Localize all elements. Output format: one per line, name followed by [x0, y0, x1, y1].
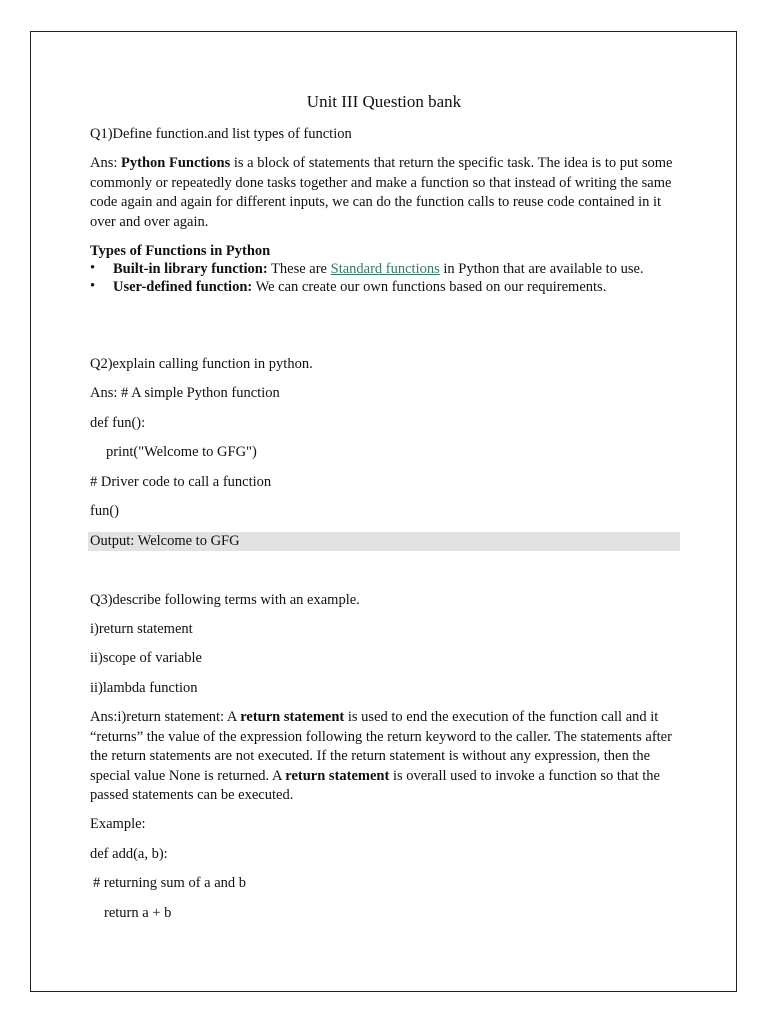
q3-example-label: Example: [90, 816, 146, 832]
bullet-1: • [90, 260, 96, 276]
page-title: Unit III Question bank [306, 92, 462, 111]
q3-answer [90, 708, 680, 806]
q3-code-1: def add(a, b): [90, 846, 168, 862]
q3-code-3: return a + b [104, 905, 172, 921]
q1-answer [90, 154, 680, 232]
q3-answer-bold-2: return statement [285, 767, 390, 784]
q3-item-2: ii)scope of variable [90, 650, 202, 666]
q2-line-5: fun() [90, 503, 119, 519]
q3-code-2: # returning sum of a and b [93, 875, 247, 891]
q2-line-4: # Driver code to call a function [90, 474, 272, 490]
q1-answer-bold: Python Functions [121, 155, 231, 171]
q3-answer-prefix: Ans:i)return statement: A [90, 709, 241, 725]
bullet-2: • [90, 278, 96, 294]
bullet-2-text: We can create our own functions based on our requirements. [252, 279, 607, 295]
q2-line-3: print("Welcome to GFG") [106, 444, 257, 460]
q2-line-2: def fun(): [90, 415, 146, 431]
q3-answer-mid: is used to end the execution of the function call and it “returns” the value of the expression following the return keyword to the caller. The statements after the return statements are not executed. If the return statement is without any expression, then the special value None is returned. A [90, 709, 672, 784]
q1-answer-text: is a block of statements that return the specific task. The idea is to put some commonly or repeatedly done tasks together and make a function so that instead of writing the same code again and again for different inputs, we can do the function calls to reuse code contained in it over and over again. [90, 155, 673, 230]
bullet-1-post: in Python that are available to use. [439, 261, 644, 277]
bullet-1-bold: Built-in library function: [113, 261, 268, 277]
q1-bullet-2 [113, 278, 606, 298]
q3-item-3: ii)lambda function [90, 680, 198, 696]
q3-question: Q3)describe following terms with an example. [90, 592, 360, 608]
standard-functions-link[interactable]: Standard functions [330, 261, 440, 277]
q1-bullet-1 [113, 260, 644, 280]
q2-line-1: Ans: # A simple Python function [90, 385, 280, 401]
q3-item-1: i)return statement [90, 621, 193, 637]
q3-answer-bold-1: return statement [240, 709, 345, 725]
bullet-2-bold: User-defined function: [113, 279, 253, 295]
q2-question: Q2)explain calling function in python. [90, 356, 313, 372]
q1-types-heading: Types of Functions in Python [90, 243, 271, 259]
bullet-1-pre: These are [267, 261, 331, 277]
q2-output: Output: Welcome to GFG [90, 533, 240, 549]
q1-question: Q1)Define function.and list types of function [90, 126, 352, 142]
q1-answer-prefix: Ans: [90, 155, 122, 171]
q3-answer-end: is overall used to invoke a function so that the passed statements can be executed. [90, 767, 660, 803]
